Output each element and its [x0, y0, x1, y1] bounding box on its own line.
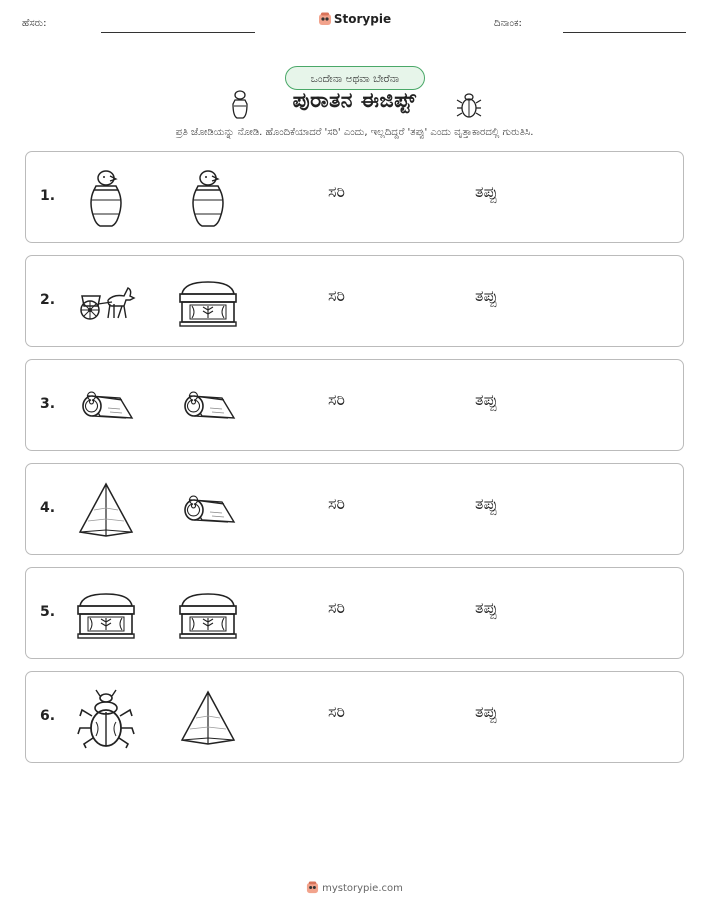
papyrus-scroll-icon	[74, 374, 138, 438]
true-option[interactable]: ಸರಿ	[328, 286, 345, 305]
treasure-chest-icon	[176, 582, 240, 646]
storypie-logo-icon	[318, 12, 332, 26]
pyramid-icon	[176, 686, 240, 750]
question-row	[25, 463, 684, 555]
question-number: 6.	[40, 708, 56, 724]
pyramid-icon	[74, 478, 138, 542]
scarab-beetle-icon	[74, 686, 138, 750]
brand-name: Storypie	[333, 12, 392, 26]
true-option[interactable]: ಸರಿ	[328, 390, 345, 409]
canopic-jar-icon	[176, 166, 240, 230]
brand	[0, 12, 709, 26]
true-option[interactable]: ಸರಿ	[328, 182, 345, 201]
treasure-chest-icon	[74, 582, 138, 646]
chariot-icon	[74, 270, 138, 334]
name-label: ಹೆಸರು:	[22, 18, 47, 29]
footer-site: mystorypie.com	[322, 883, 403, 894]
question-row	[25, 255, 684, 347]
true-option[interactable]: ಸರಿ	[328, 494, 345, 513]
date-line[interactable]	[563, 32, 686, 33]
name-line[interactable]	[101, 32, 255, 33]
question-row	[25, 671, 684, 763]
question-number: 1.	[40, 188, 56, 204]
false-option[interactable]: ತಪ್ಪು	[475, 598, 498, 617]
false-option[interactable]: ತಪ್ಪು	[475, 182, 498, 201]
question-number: 2.	[40, 292, 56, 308]
true-option[interactable]: ಸರಿ	[328, 598, 345, 617]
question-row	[25, 359, 684, 451]
false-option[interactable]: ತಪ್ಪು	[475, 494, 498, 513]
false-option[interactable]: ತಪ್ಪು	[475, 286, 498, 305]
storypie-logo-icon	[306, 881, 319, 894]
papyrus-scroll-icon	[176, 478, 240, 542]
false-option[interactable]: ತಪ್ಪು	[475, 390, 498, 409]
scarab-beetle-icon	[456, 91, 482, 119]
same-or-different-badge: ಒಂದೇನಾ ಅಥವಾ ಬೇರೆನಾ	[285, 66, 425, 90]
question-number: 4.	[40, 500, 56, 516]
treasure-chest-icon	[176, 270, 240, 334]
question-row	[25, 567, 684, 659]
footer	[0, 881, 709, 894]
page-title: ಪುರಾತನ ಈಜಿಪ್ಟ್	[292, 88, 417, 112]
instructions: ಪ್ರತಿ ಜೋಡಿಯನ್ನು ನೋಡಿ. ಹೊಂದಿಕೆಯಾದರೆ 'ಸರಿ' ಎಂದು, ಇಲ್ಲದಿದ್ದರೆ 'ತಪ್ಪು' ಎಂದು ವೃತ್ತಾಕಾರದಲ್ಲಿ ಗುರುತಿಸಿ.	[175, 127, 534, 138]
question-number: 3.	[40, 396, 56, 412]
papyrus-scroll-icon	[176, 374, 240, 438]
canopic-jar-icon	[74, 166, 138, 230]
date-label: ದಿನಾಂಕ:	[494, 18, 522, 29]
false-option[interactable]: ತಪ್ಪು	[475, 702, 498, 721]
question-number: 5.	[40, 604, 56, 620]
question-row	[25, 151, 684, 243]
true-option[interactable]: ಸರಿ	[328, 702, 345, 721]
